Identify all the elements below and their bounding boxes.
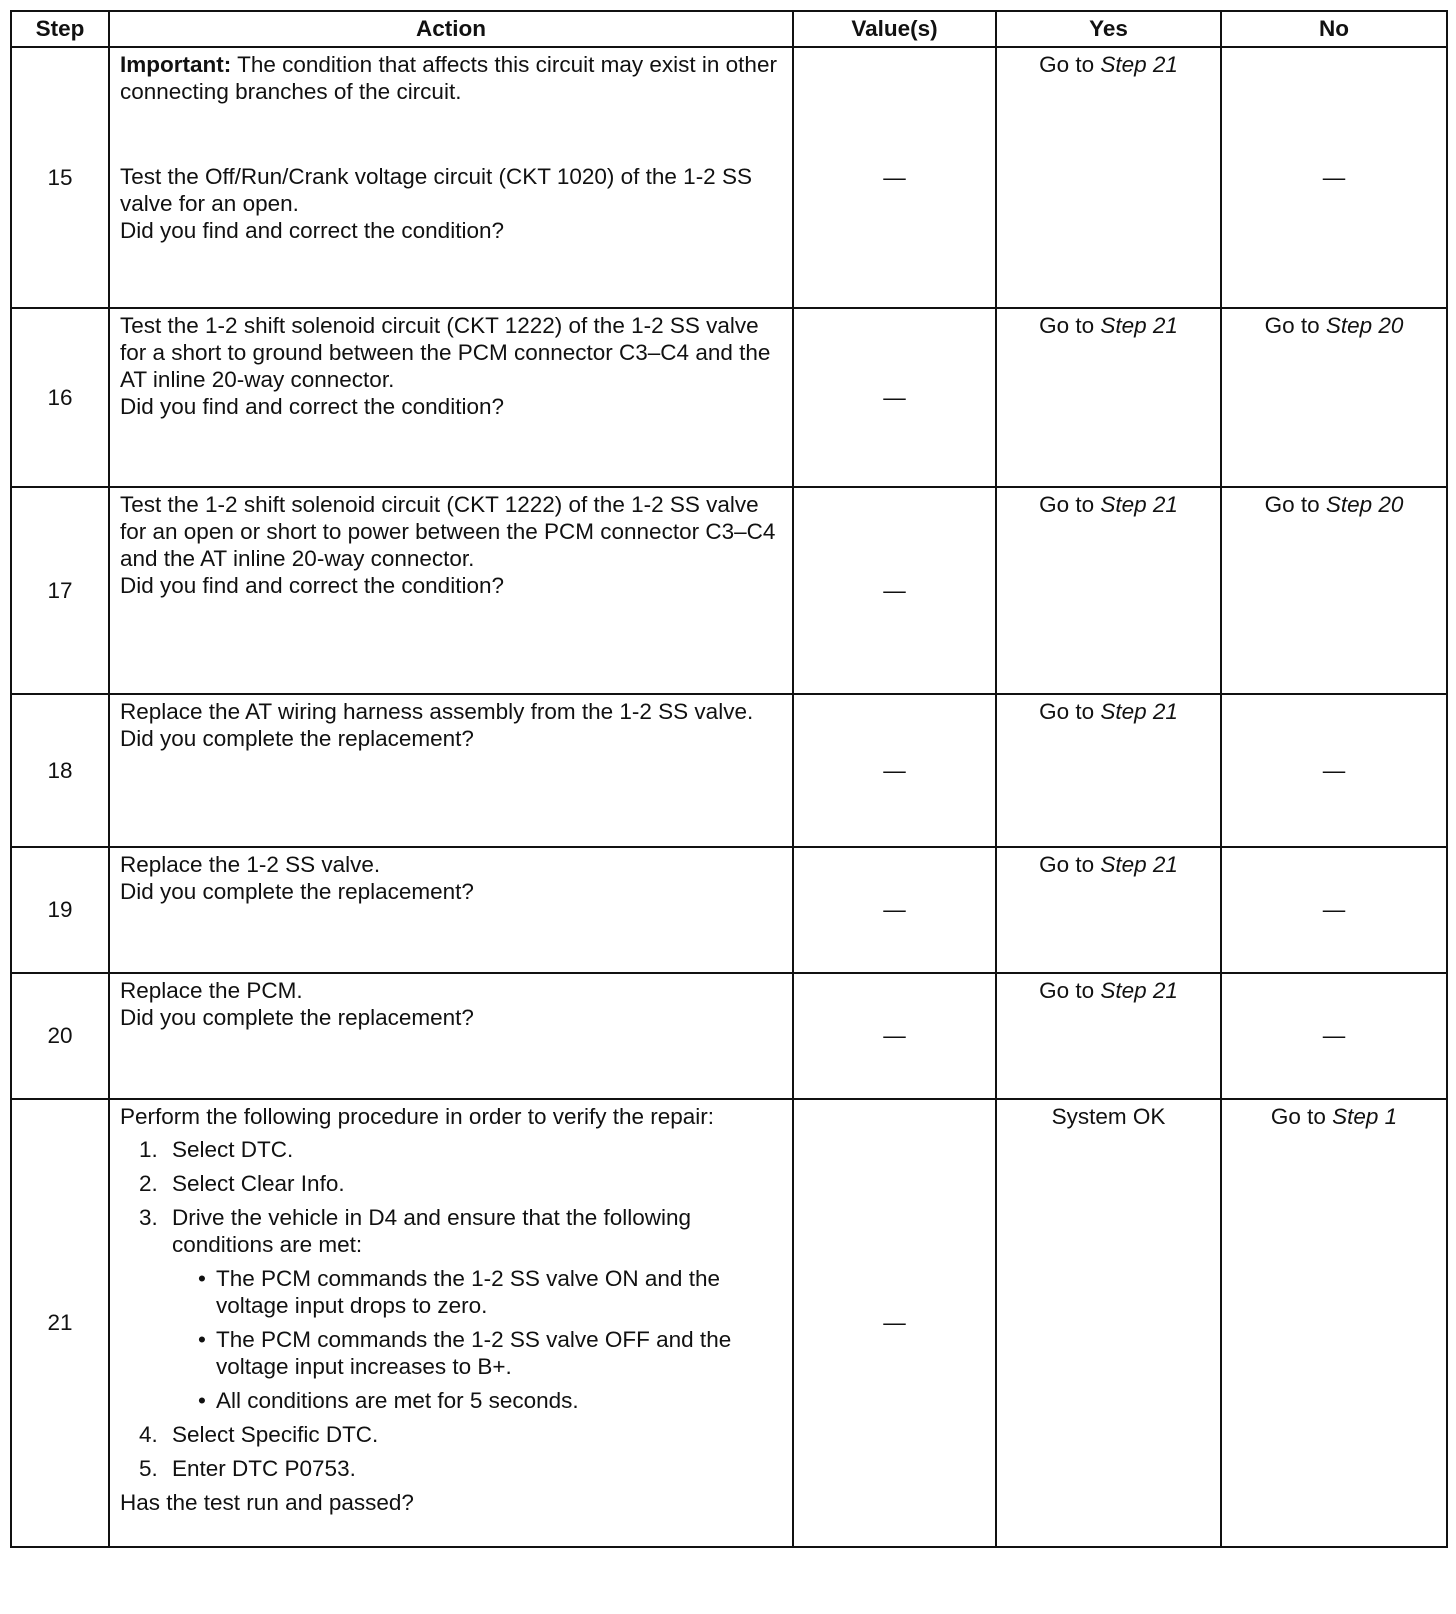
action-cell [109, 308, 793, 487]
no-goto: Go to Step 20 [1264, 492, 1404, 517]
yes-cell [996, 973, 1221, 1099]
procedure-item: 5. Enter DTC P0753. [164, 1455, 782, 1482]
step-number: 17 [11, 487, 109, 694]
yes-goto: Go to Step 21 [1039, 699, 1178, 724]
yes-step-ref: Step 21 [1100, 699, 1178, 724]
diagnostic-table [10, 10, 1448, 1548]
yes-step-ref: Step 21 [1100, 52, 1178, 77]
value-cell: — [793, 47, 996, 308]
header-values: Value(s) [793, 11, 996, 47]
procedure-item [164, 1204, 782, 1414]
header-yes: Yes [996, 11, 1221, 47]
yes-step-ref: Step 21 [1100, 313, 1178, 338]
table-row [11, 308, 1447, 487]
no-step-ref: Step 20 [1325, 492, 1404, 517]
yes-goto: Go to Step 21 [1039, 492, 1178, 517]
important-note [120, 51, 782, 105]
yes-cell [996, 1099, 1221, 1547]
table-row [11, 487, 1447, 694]
action-question: Did you complete the replacement? [120, 1005, 474, 1030]
yes-result: System OK [1051, 1104, 1166, 1129]
action-question: Did you find and correct the condition? [120, 394, 504, 419]
table-row [11, 973, 1447, 1099]
no-cell: — [1221, 847, 1447, 973]
action-text: Replace the AT wiring harness assembly from the 1-2 SS valve. [120, 699, 754, 724]
important-text: The condition that affects this circuit may exist in other connecting branches of the circuit. [120, 52, 777, 104]
header-no: No [1221, 11, 1447, 47]
yes-step-ref: Step 21 [1100, 852, 1178, 877]
yes-goto: Go to Step 21 [1039, 978, 1178, 1003]
step-number: 16 [11, 308, 109, 487]
no-cell [1221, 308, 1447, 487]
procedure-list [120, 1136, 782, 1482]
yes-cell [996, 308, 1221, 487]
procedure-item: 4. Select Specific DTC. [164, 1421, 782, 1448]
value-cell: — [793, 973, 996, 1099]
table-row [11, 694, 1447, 847]
action-question: Did you complete the replacement? [120, 726, 474, 751]
yes-cell [996, 487, 1221, 694]
action-question: Has the test run and passed? [120, 1490, 414, 1515]
no-cell: — [1221, 694, 1447, 847]
procedure-intro: Perform the following procedure in order to verify the repair: [120, 1104, 715, 1129]
action-cell [109, 847, 793, 973]
yes-cell [996, 847, 1221, 973]
action-text: Replace the PCM. [120, 978, 303, 1003]
no-step-ref: Step 20 [1325, 313, 1404, 338]
header-action: Action [109, 11, 793, 47]
yes-goto: Go to Step 21 [1039, 313, 1178, 338]
condition-item: • The PCM commands the 1-2 SS valve ON and the voltage input drops to zero. [198, 1265, 782, 1319]
action-question: Did you find and correct the condition? [120, 218, 504, 243]
action-text: Test the 1-2 shift solenoid circuit (CKT 1222) of the 1-2 SS valve for a short to ground between the PCM connector C3–C4 and the AT inline 20-way connector. [120, 313, 771, 392]
no-cell: — [1221, 973, 1447, 1099]
procedure-item: 1. Select DTC. [164, 1136, 782, 1163]
step-number: 18 [11, 694, 109, 847]
action-cell [109, 487, 793, 694]
condition-item: • All conditions are met for 5 seconds. [198, 1387, 782, 1414]
no-cell: — [1221, 47, 1447, 308]
action-cell [109, 47, 793, 308]
condition-item: • The PCM commands the 1-2 SS valve OFF and the voltage input increases to B+. [198, 1326, 782, 1380]
table-row [11, 47, 1447, 308]
action-cell [109, 1099, 793, 1547]
action-cell [109, 694, 793, 847]
yes-cell [996, 694, 1221, 847]
action-text: Test the 1-2 shift solenoid circuit (CKT 1222) of the 1-2 SS valve for an open or short to power between the PCM connector C3–C4 and the AT inline 20-way connector. [120, 492, 776, 571]
no-goto: Go to Step 20 [1264, 313, 1404, 338]
step-number: 19 [11, 847, 109, 973]
no-goto: Go to Step 1 [1270, 1104, 1398, 1129]
value-cell: — [793, 487, 996, 694]
yes-step-ref: Step 21 [1100, 978, 1178, 1003]
action-question: Did you find and correct the condition? [120, 573, 504, 598]
action-text: Test the Off/Run/Crank voltage circuit (CKT 1020) of the 1-2 SS valve for an open. [120, 164, 752, 216]
action-cell [109, 973, 793, 1099]
value-cell: — [793, 694, 996, 847]
value-cell: — [793, 1099, 996, 1547]
table-row [11, 847, 1447, 973]
procedure-item: 2. Select Clear Info. [164, 1170, 782, 1197]
step-number: 21 [11, 1099, 109, 1547]
value-cell: — [793, 308, 996, 487]
table-row [11, 1099, 1447, 1547]
no-step-ref: Step 1 [1332, 1104, 1398, 1129]
procedure-item-text: Drive the vehicle in D4 and ensure that the following conditions are met: [172, 1205, 692, 1257]
yes-goto: Go to Step 21 [1039, 52, 1178, 77]
table-header-row [11, 11, 1447, 47]
important-label: Important: [120, 52, 232, 77]
step-number: 20 [11, 973, 109, 1099]
condition-list [172, 1265, 782, 1414]
value-cell: — [793, 847, 996, 973]
yes-step-ref: Step 21 [1100, 492, 1178, 517]
step-number: 15 [11, 47, 109, 308]
action-question: Did you complete the replacement? [120, 879, 474, 904]
action-text: Replace the 1-2 SS valve. [120, 852, 381, 877]
no-cell [1221, 1099, 1447, 1547]
yes-goto: Go to Step 21 [1039, 852, 1178, 877]
yes-cell [996, 47, 1221, 308]
header-step: Step [11, 11, 109, 47]
no-cell [1221, 487, 1447, 694]
